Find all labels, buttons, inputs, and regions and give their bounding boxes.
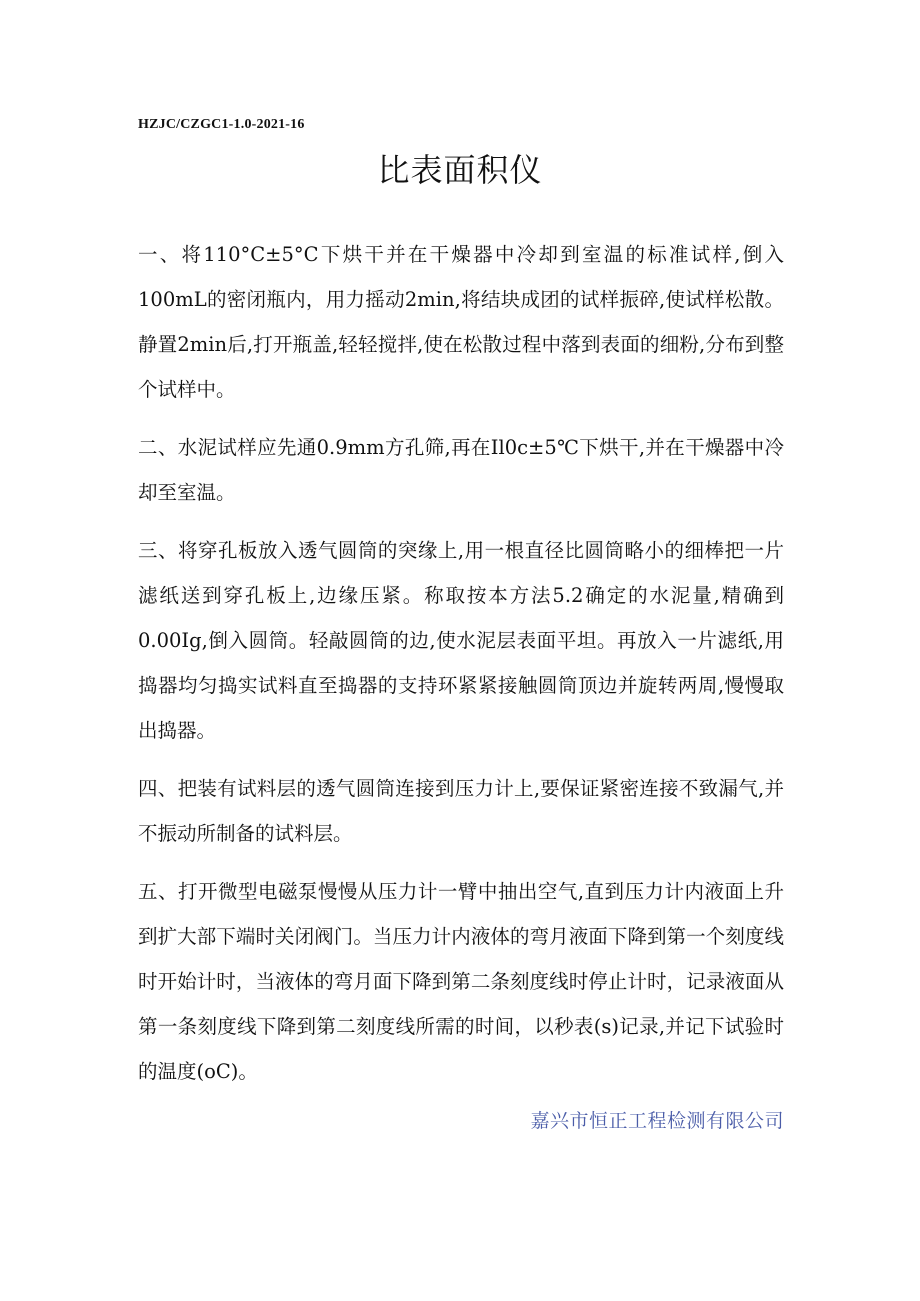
document-title: 比表面积仪	[377, 151, 543, 189]
paragraph-3: 三、将穿孔板放入透气圆筒的突缘上,用一根直径比圆筒略小的细棒把一片滤纸送到穿孔板上,边缘压紧。称取按本方法5.2确定的水泥量,精确到0.00Ig,倒入圆筒。轻敲圆筒的边,使水泥层表面平坦。再放入一片滤纸,用捣器均匀捣实试料直至捣器的支持环紧紧接触圆筒顶边并旋转两周,慢慢取出捣器。	[138, 539, 784, 742]
document-body	[138, 232, 784, 1107]
paragraph-4: 四、把装有试料层的透气圆筒连接到压力计上,要保证紧密连接不致漏气,并不振动所制备的试料层。	[138, 777, 784, 845]
document-code: HZJC/CZGC1-1.0-2021-16	[138, 117, 305, 132]
paragraph-2: 二、水泥试样应先通0.9mm方孔筛,再在Il0c±5℃下烘干,并在干燥器中冷却至室温。	[138, 436, 784, 504]
paragraph-5: 五、打开微型电磁泵慢慢从压力计一臂中抽出空气,直到压力计内液面上升到扩大部下端时关闭阀门。当压力计内液体的弯月液面下降到第一个刻度线时开始计时，当液体的弯月面下降到第二条刻度线时停止计时，记录液面从第一条刻度线下降到第二刻度线所需的时间，以秒表(s)记录,并记下试验时的温度(oC)。	[138, 880, 784, 1083]
company-name: 嘉兴市恒正工程检测有限公司	[530, 1110, 784, 1132]
paragraph-1: 一、将110°C±5°C下烘干并在干燥器中冷却到室温的标准试样,倒入100mL的密闭瓶内，用力摇动2min,将结块成团的试样振碎,使试样松散。静置2min后,打开瓶盖,轻轻搅拌,使在松散过程中落到表面的细粉,分布到整个试样中。	[138, 243, 784, 401]
